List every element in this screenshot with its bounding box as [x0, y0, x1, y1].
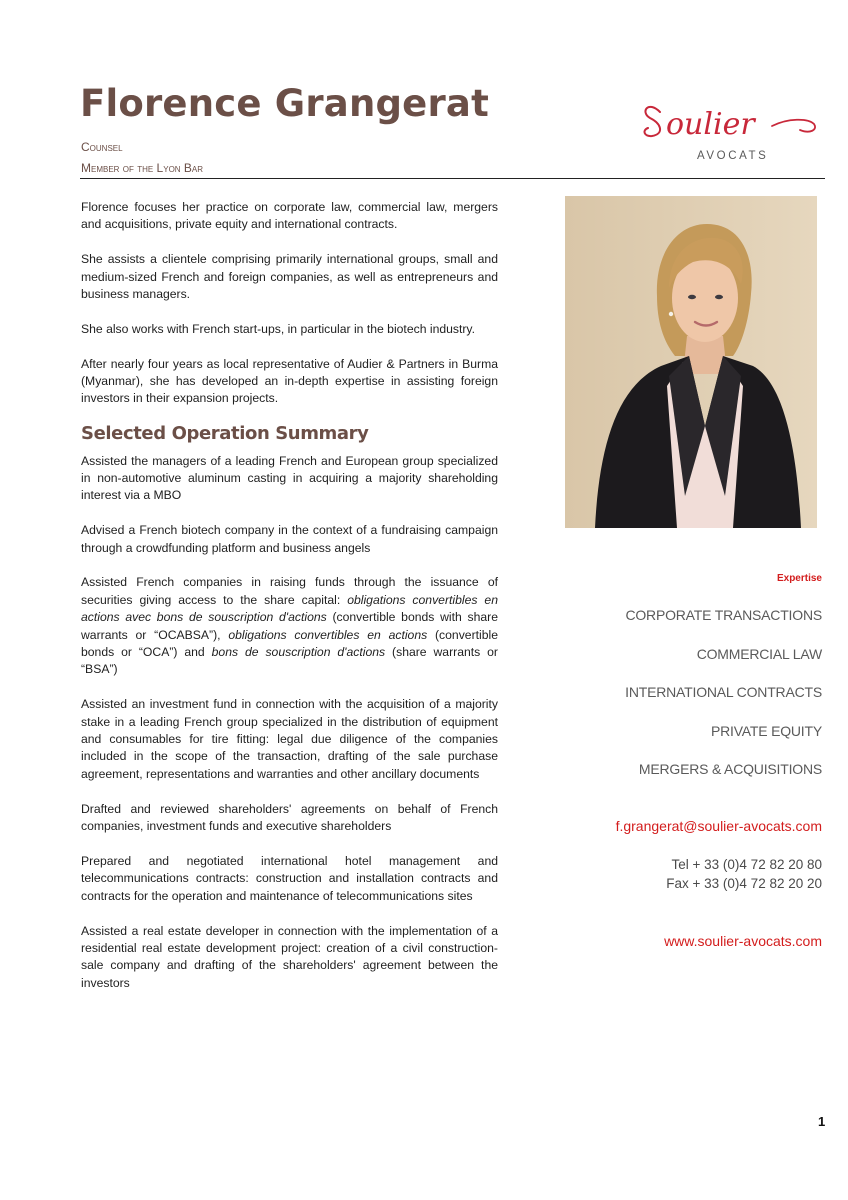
operation-item: Assisted an investment fund in connection with the acquisition of a majority stake in a leading French group specialized in the distribution of equipment and consumables for tire fitting: legal due diligence of the companies included in the scope of the transaction, drafting of the sale purchase agreement, representations and warranties and other ancillary documents	[81, 697, 498, 781]
attorney-title: Counsel	[81, 140, 123, 154]
operations-list	[81, 453, 498, 993]
operation-item: Assisted a real estate developer in connection with the implementation of a residential real estate development project: creation of a civil construction-sale company and drafting of the shareholders' agreement between the investors	[81, 923, 498, 990]
french-term: obligations convertibles en actions	[228, 627, 428, 642]
header-divider	[80, 178, 825, 179]
main-column	[81, 199, 498, 1010]
expertise-label: Expertise	[776, 573, 822, 584]
section-heading: Selected Operation Summary	[81, 423, 369, 445]
expertise-item: INTERNATIONAL CONTRACTS	[625, 684, 822, 700]
website-link[interactable]: www.soulier-avocats.com	[664, 933, 822, 949]
operation-item: Advised a French biotech company in the context of a fundraising campaign through a crowdfunding platform and business angels	[81, 523, 498, 555]
operation-text: Assisted French companies in raising funds through the issuance of securities giving access to the share capital:	[81, 575, 498, 607]
french-term: bons de souscription d'actions	[211, 645, 386, 660]
expertise-item: COMMERCIAL LAW	[696, 646, 822, 662]
page-number: 1	[818, 1114, 826, 1129]
logo-subtitle: AVOCATS	[697, 150, 769, 162]
svg-text:oulier: oulier	[666, 107, 755, 142]
operation-text: (share warrants or “BSA”)	[81, 645, 498, 677]
bio-paragraph: She also works with French start-ups, in particular in the biotech industry.	[81, 321, 476, 336]
bio-paragraph: Florence focuses her practice on corporate law, commercial law, mergers and acquisitions, private equity and international contracts.	[81, 200, 498, 232]
phone-number: Tel + 33 (0)4 72 82 20 80	[671, 857, 822, 872]
french-term: obligations convertibles en actions avec bons de souscription d'actions	[81, 592, 498, 625]
operation-item	[81, 574, 498, 678]
expertise-item: MERGERS & ACQUISITIONS	[638, 761, 822, 777]
expertise-item: PRIVATE EQUITY	[710, 723, 822, 739]
portrait-photo	[565, 196, 817, 528]
operation-text: (convertible bonds or “OCA”) and	[81, 627, 498, 660]
bar-membership: Member of the Lyon Bar	[81, 161, 204, 175]
operation-item: Drafted and reviewed shareholders' agreements on behalf of French companies, investment funds and executive shareholders	[81, 801, 498, 834]
bio-paragraph: She assists a clientele comprising primarily international groups, small and medium-sized French and foreign companies, as well as entrepreneurs and business managers.	[81, 252, 498, 302]
attorney-name: Florence Grangerat	[80, 82, 489, 125]
bio-paragraph: After nearly four years as local representative of Audier & Partners in Burma (Myanmar), she has developed an in-depth expertise in assisting foreign investors in their expansion projects.	[81, 356, 498, 406]
operation-item: Prepared and negotiated international hotel management and telecommunications contracts: construction and installation contracts and contracts for the operation and maintenance of telecommunications sites	[81, 853, 498, 903]
expertise-item: CORPORATE TRANSACTIONS	[625, 607, 822, 623]
operation-item: Assisted the managers of a leading French and European group specialized in non-automotive aluminum casting in acquiring a majority shareholding interest via a MBO	[81, 453, 498, 503]
fax-number: Fax + 33 (0)4 72 82 20 20	[666, 876, 822, 891]
operation-text: (convertible bonds with share warrants or “OCABSA”),	[81, 610, 498, 642]
email-link[interactable]: f.grangerat@soulier-avocats.com	[615, 818, 822, 834]
